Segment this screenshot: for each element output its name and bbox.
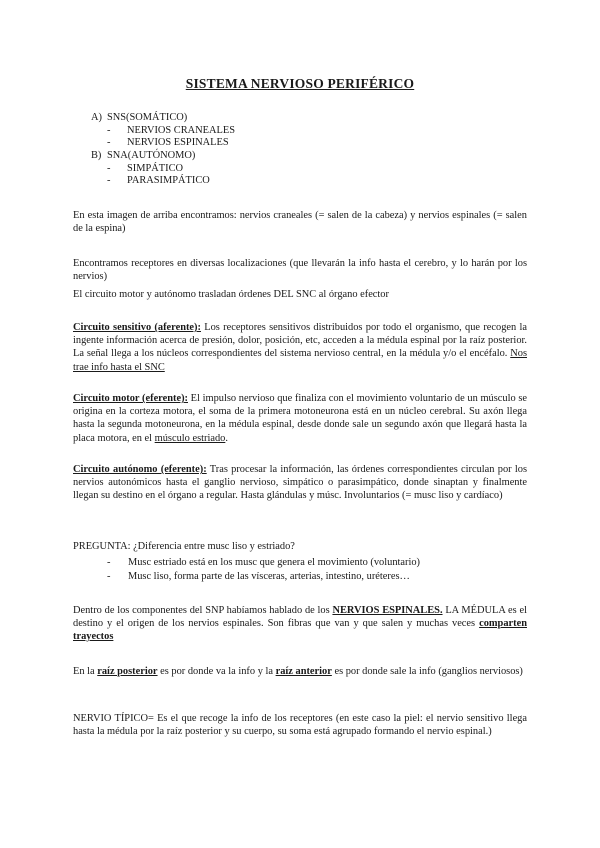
text-raiz-3: es por donde sale la info (ganglios nerviosos) [331,666,523,677]
outline-item: NERVIOS CRANEALES [127,125,235,136]
paragraph-circuito-motor [73,392,527,445]
paragraph-raiz [73,665,527,678]
outline-bullet: - [107,163,111,174]
paragraph-nervios-espinales [73,604,527,644]
paragraph-circuito-motor-autonomo: El circuito motor y autónomo trasladan órdenes DEL SNC al órgano efector [73,289,389,300]
text-circuito-motor: El impulso nervioso que finaliza con el movimiento voluntario de un músculo se origina en la corteza motora, el soma de la primera motoneurona está en un núcleo cerebral. Su axón llega hasta la segunda motoneurona, en la médula espinal, desde donde sale un segundo axón que llegará hasta la placa motora, en el [73,393,528,444]
outline-bullet: - [107,175,111,186]
text-espinales-1: Dentro de los componentes del SNP habíamos hablado de los [73,605,333,616]
outline-label-b: SNA(AUTÓNOMO) [107,150,196,161]
highlight-raiz-anterior: raíz anterior [275,666,332,677]
outline-bullet: - [107,125,111,136]
paragraph-nervio-tipico: NERVIO TÍPICO= Es el que recoge la info de los receptores (en este caso la piel: el nervio sensitivo llega hasta la médula por la raíz posterior y su cuerpo, su soma está agrupado formando el nervio espinal.) [73,713,527,738]
highlight-comparten-trayectos: comparten trayectos [73,618,527,643]
answer-item: Musc estriado está en los musc que genera el movimiento (voluntario) [128,557,421,568]
outline-item: NERVIOS ESPINALES [127,137,229,148]
outline-item: SIMPÁTICO [127,163,184,174]
outline-bullet: - [107,137,111,148]
text-circuito-autonomo: Tras procesar la información, las órdenes correspondientes circulan por los nervios autonómicos hasta el ganglio nervioso, simpático o parasimpático, donde sinaptan y finalmente llegan su destino en el órgano a regular. Hasta glándulas y músc. Involuntarios (= musc liso y cardíaco) [73,464,527,502]
outline-marker-a: A) [91,112,102,123]
paragraph-circuito-sensitivo [73,321,527,374]
text-espinales-2: LA MÉDULA es el destino y el origen de los nervios espinales. Son fibras que van y que salen y muchas veces [73,605,527,630]
highlight-nos-trae-info: Nos trae info hasta el SNC [73,348,527,373]
paragraph-intro: En esta imagen de arriba encontramos: nervios craneales (= salen de la cabeza) y nervios espinales (= salen de la espina) [73,210,527,235]
heading-circuito-motor: Circuito motor (eferente): [73,393,188,404]
text-raiz-2: es por donde va la info y la [157,666,276,677]
text-circuito-motor-end: . [225,432,228,444]
highlight-musculo-estriado: músculo estriado [154,432,226,444]
paragraph-circuito-autonomo [73,463,527,503]
question-text: PREGUNTA: ¿Diferencia entre musc liso y estriado? [73,541,295,552]
heading-circuito-autonomo: Circuito autónomo (eferente): [73,464,207,475]
outline-label-a: SNS(SOMÁTICO) [107,112,188,123]
outline-item: PARASIMPÁTICO [127,175,210,186]
text-circuito-sensitivo: Los receptores sensitivos distribuidos por todo el organismo, que recogen la ingente información acerca de presión, dolor, posición, etc, acceden a la médula espinal por la raíz posterior. La señal llega a los núcleos correspondientes del sistema nervioso central, en la médula y/o el encéfalo. [73,322,527,360]
page-title: SISTEMA NERVIOSO PERIFÉRICO [185,76,415,91]
heading-circuito-sensitivo: Circuito sensitivo (aferente): [73,322,201,333]
outline-marker-b: B) [91,150,102,161]
answer-bullet: - [107,571,111,582]
text-raiz-1: En la [73,666,98,677]
highlight-raiz-posterior: raíz posterior [97,666,158,677]
highlight-nervios-espinales: NERVIOS ESPINALES. [332,605,443,616]
paragraph-receptores: Encontramos receptores en diversas localizaciones (que llevarán la info hasta el cerebro, y lo harán por los nervios) [73,258,527,283]
answer-bullet: - [107,557,111,568]
answer-item: Musc liso, forma parte de las vísceras, arterias, intestino, uréteres… [128,571,410,582]
